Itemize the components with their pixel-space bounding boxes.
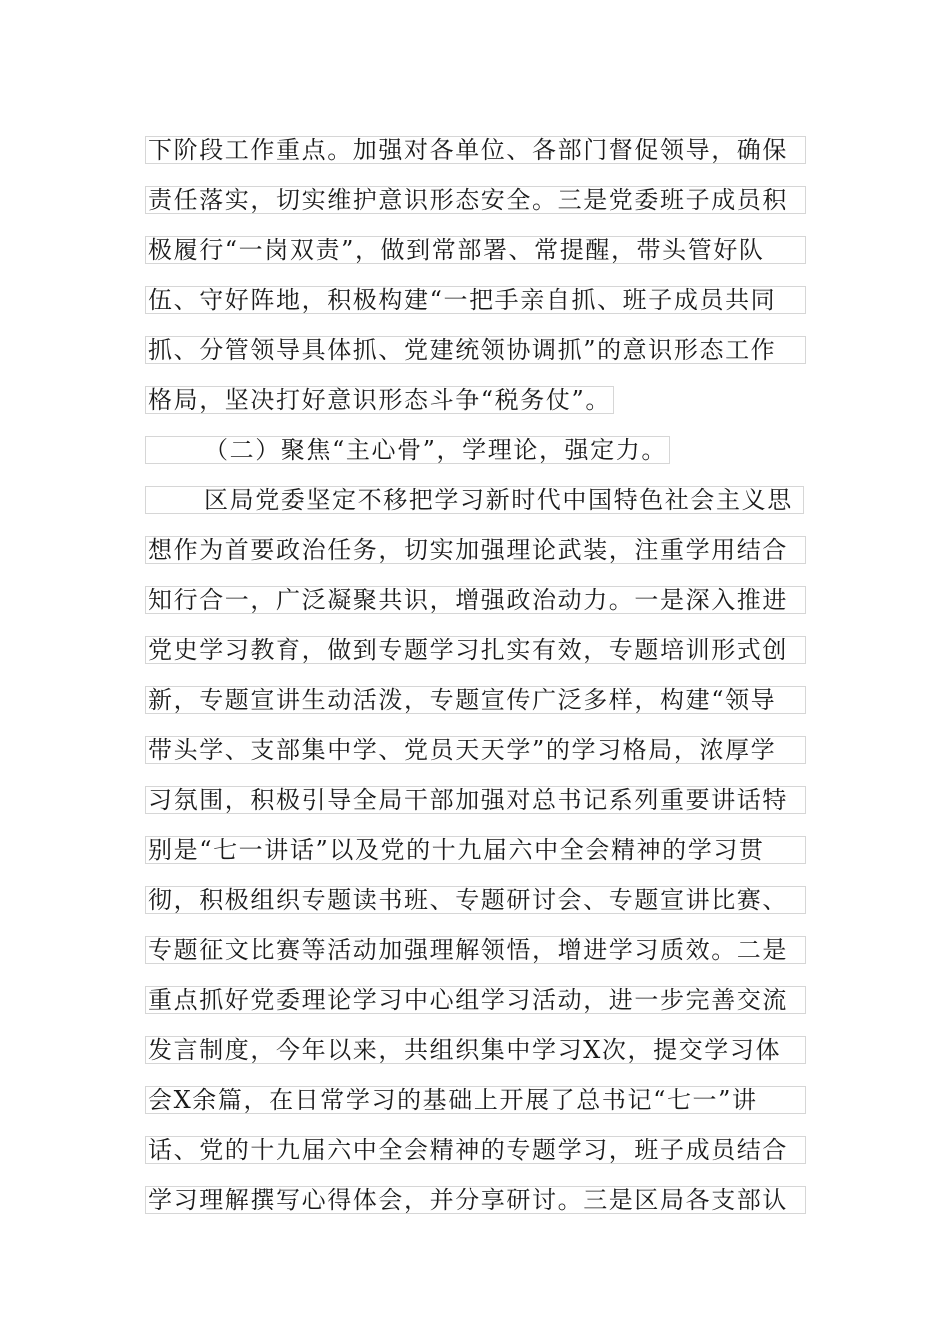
text-line: 新，专题宣讲生动活泼，专题宣传广泛多样，构建“领导 [145,686,806,714]
text-line: 责任落实，切实维护意识形态安全。三是党委班子成员积 [145,186,806,214]
text-line: 格局，坚决打好意识形态斗争“税务仗”。 [145,386,614,414]
text-line: 彻，积极组织专题读书班、专题研讨会、专题宣讲比赛、 [145,886,806,914]
text-line: 发言制度，今年以来，共组织集中学习X次，提交学习体 [145,1036,806,1064]
text-line: 抓、分管领导具体抓、党建统领协调抓”的意识形态工作 [145,336,806,364]
text-line: 知行合一，广泛凝聚共识，增强政治动力。一是深入推进 [145,586,806,614]
text-line: 习氛围，积极引导全局干部加强对总书记系列重要讲话特 [145,786,806,814]
text-line: 重点抓好党委理论学习中心组学习活动，进一步完善交流 [145,986,806,1014]
text-line: 想作为首要政治任务，切实加强理论武装，注重学用结合 [145,536,806,564]
text-line: 极履行“一岗双责”，做到常部署、常提醒，带头管好队 [145,236,806,264]
text-line: 别是“七一讲话”以及党的十九届六中全会精神的学习贯 [145,836,806,864]
text-line: 话、党的十九届六中全会精神的专题学习，班子成员结合 [145,1136,806,1164]
paragraph-first-line: 区局党委坚定不移把学习新时代中国特色社会主义思 [145,486,804,514]
text-line: 学习理解撰写心得体会，并分享研讨。三是区局各支部认 [145,1186,806,1214]
text-line: 带头学、支部集中学、党员天天学”的学习格局，浓厚学 [145,736,806,764]
text-line: 伍、守好阵地，积极构建“一把手亲自抓、班子成员共同 [145,286,806,314]
text-line: 专题征文比赛等活动加强理解领悟，增进学习质效。二是 [145,936,806,964]
text-line: 党史学习教育，做到专题学习扎实有效，专题培训形式创 [145,636,806,664]
text-line: 会X余篇，在日常学习的基础上开展了总书记“七一”讲 [145,1086,806,1114]
section-heading: （二）聚焦“主心骨”，学理论，强定力。 [145,436,670,464]
text-line: 下阶段工作重点。加强对各单位、各部门督促领导，确保 [145,136,806,164]
